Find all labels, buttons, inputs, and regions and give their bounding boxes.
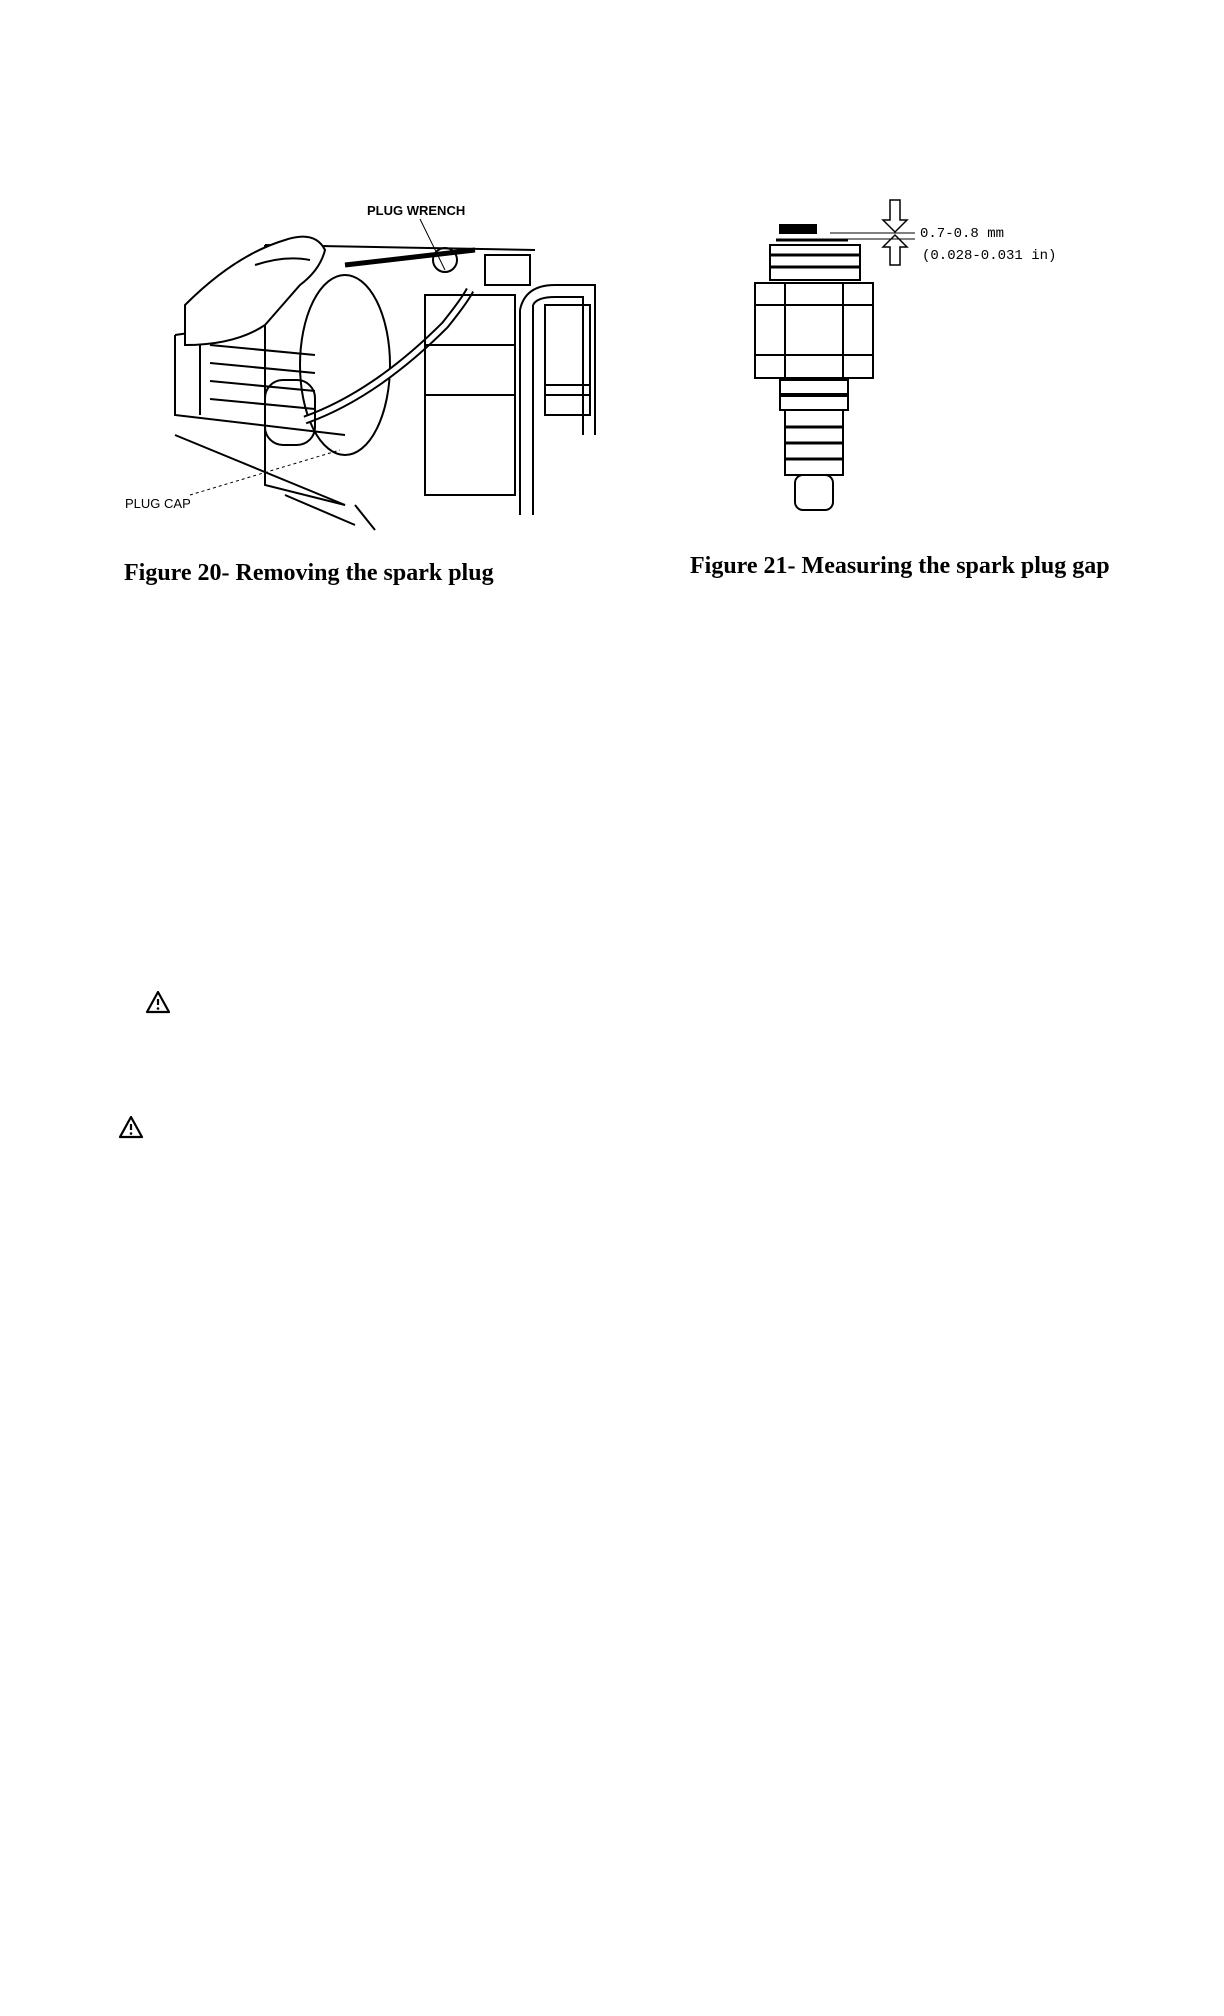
figure-21-caption: Figure 21- Measuring the spark plug gap	[690, 553, 1110, 579]
figure-21-illustration	[740, 195, 1100, 525]
figure-20-illustration	[115, 195, 635, 535]
warning-icon	[145, 990, 171, 1019]
figure-20-caption: Figure 20- Removing the spark plug	[124, 560, 494, 586]
gap-mm-label: 0.7-0.8 mm	[920, 226, 1005, 242]
plug-wrench-label: PLUG WRENCH	[367, 203, 466, 218]
gap-inch-label: (0.028-0.031 in)	[922, 248, 1057, 264]
plug-cap-label: PLUG CAP	[125, 496, 191, 511]
warning-icon	[118, 1115, 144, 1144]
